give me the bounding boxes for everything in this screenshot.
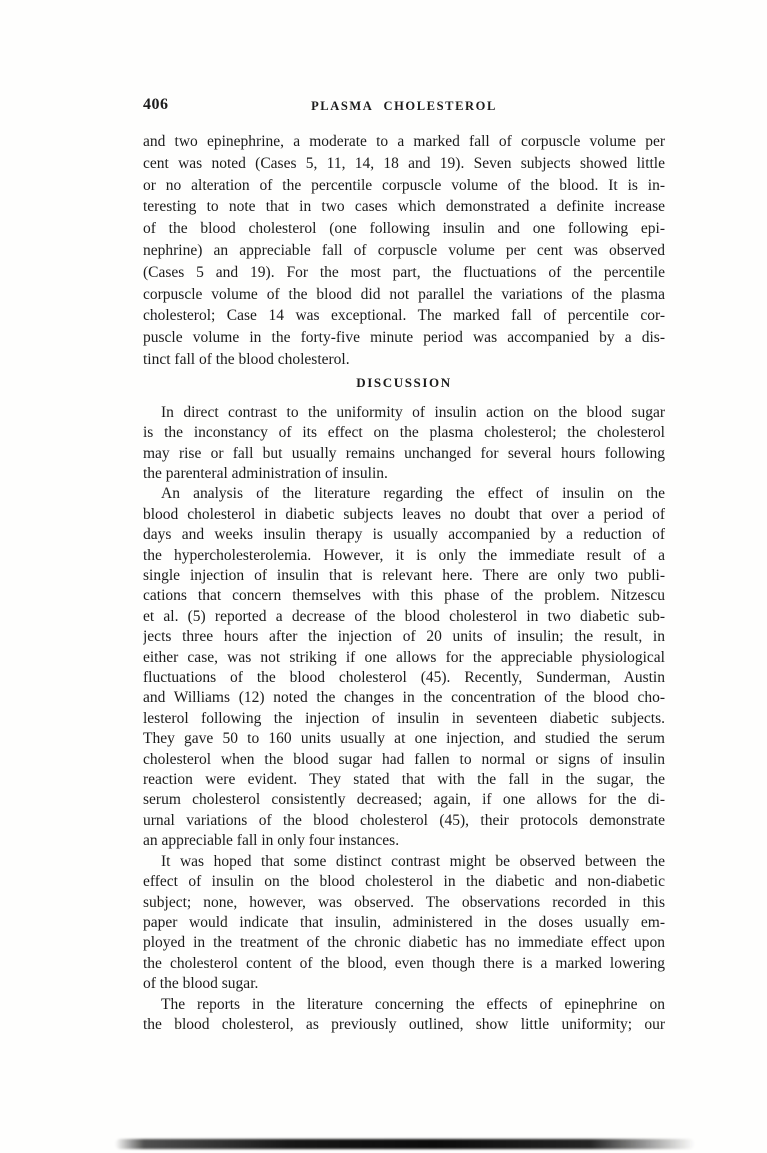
text-line: blood cholesterol in diabetic subjects leaves no doubt that over a period of bbox=[143, 505, 665, 523]
text-line: et al. (5) reported a decrease of the blood cholesterol in two diabetic sub- bbox=[143, 607, 665, 625]
paragraph bbox=[143, 131, 665, 371]
text-column bbox=[143, 131, 665, 1035]
text-line: cholesterol; Case 14 was exceptional. The marked fall of percentile cor- bbox=[143, 307, 665, 325]
text-line: The reports in the literature concerning the effects of epinephrine on bbox=[161, 995, 665, 1013]
text-line: subject; none, however, was observed. The observations recorded in this bbox=[143, 893, 665, 911]
text-line: jects three hours after the injection of 20 units of insulin; the result, in bbox=[143, 628, 665, 646]
page-number: 406 bbox=[143, 96, 169, 113]
text-line: cent was noted (Cases 5, 11, 14, 18 and 19). Seven subjects showed little bbox=[143, 154, 665, 172]
paragraph bbox=[143, 995, 665, 1036]
text-line: fluctuations of the blood cholesterol (45). Recently, Sunderman, Austin bbox=[143, 669, 665, 687]
text-line: and two epinephrine, a moderate to a marked fall of corpuscle volume per bbox=[143, 133, 665, 150]
text-line: cations that concern themselves with this phase of the problem. Nitzescu bbox=[143, 587, 665, 605]
text-line: the cholesterol content of the blood, even though there is a marked lowering bbox=[143, 954, 665, 972]
text-line: reaction were evident. They stated that with the fall in the sugar, the bbox=[143, 771, 665, 789]
page-header bbox=[143, 96, 665, 116]
text-line: tinct fall of the blood cholesterol. bbox=[143, 350, 350, 368]
text-line: ployed in the treatment of the chronic diabetic has no immediate effect upon bbox=[143, 934, 665, 952]
paragraph bbox=[143, 403, 665, 485]
text-line: paper would indicate that insulin, administered in the doses usually em- bbox=[143, 913, 665, 931]
text-line: of the blood sugar. bbox=[143, 975, 259, 993]
text-line: teresting to note that in two cases which demonstrated a definite increase bbox=[143, 198, 665, 216]
text-line: They gave 50 to 160 units usually at one injection, and studied the serum bbox=[143, 730, 665, 748]
text-line: or no alteration of the percentile corpuscle volume of the blood. It is in- bbox=[143, 176, 665, 194]
scan-artifact-smudge bbox=[115, 1139, 695, 1149]
text-line: In direct contrast to the uniformity of insulin action on the blood sugar bbox=[161, 403, 665, 421]
text-line: It was hoped that some distinct contrast might be observed between the bbox=[161, 852, 665, 870]
text-line: An analysis of the literature regarding the effect of insulin on the bbox=[161, 485, 665, 503]
text-line: the blood cholesterol, as previously outlined, show little uniformity; our bbox=[143, 1015, 665, 1033]
section-heading: DISCUSSION bbox=[356, 374, 452, 390]
running-head: PLASMA CHOLESTEROL bbox=[311, 99, 497, 113]
text-line: may rise or fall but usually remains unchanged for several hours following bbox=[143, 444, 665, 462]
text-line: either case, was not striking if one allows for the appreciable physiological bbox=[143, 648, 665, 666]
text-line: days and weeks insulin therapy is usually accompanied by a reduction of bbox=[143, 526, 665, 544]
text-line: cholesterol when the blood sugar had fallen to normal or signs of insulin bbox=[143, 750, 665, 768]
text-line: single injection of insulin that is relevant here. There are only two publi- bbox=[143, 567, 665, 585]
text-line: lesterol following the injection of insulin in seventeen diabetic subjects. bbox=[143, 709, 665, 727]
text-line: effect of insulin on the blood cholesterol in the diabetic and non-diabetic bbox=[143, 873, 665, 891]
text-line: the hypercholesterolemia. However, it is only the immediate result of a bbox=[143, 546, 665, 564]
text-line: urnal variations of the blood cholesterol (45), their protocols demonstrate bbox=[143, 811, 665, 829]
text-line: puscle volume in the forty-five minute period was accompanied by a dis- bbox=[143, 329, 665, 347]
text-line: of the blood cholesterol (one following insulin and one following epi- bbox=[143, 220, 665, 238]
text-line: corpuscle volume of the blood did not parallel the variations of the plasma bbox=[143, 285, 665, 303]
text-line: an appreciable fall in only four instances. bbox=[143, 832, 400, 850]
text-line: serum cholesterol consistently decreased; again, if one allows for the di- bbox=[143, 791, 665, 809]
text-line: nephrine) an appreciable fall of corpuscle volume per cent was observed bbox=[143, 241, 665, 259]
text-line: (Cases 5 and 19). For the most part, the fluctuations of the percentile bbox=[143, 263, 665, 281]
text-line: the parenteral administration of insulin. bbox=[143, 464, 388, 482]
text-line: and Williams (12) noted the changes in the concentration of the blood cho- bbox=[143, 689, 665, 707]
paragraph bbox=[143, 852, 665, 995]
text-line: is the inconstancy of its effect on the plasma cholesterol; the cholesterol bbox=[143, 424, 665, 442]
paragraph bbox=[143, 484, 665, 851]
